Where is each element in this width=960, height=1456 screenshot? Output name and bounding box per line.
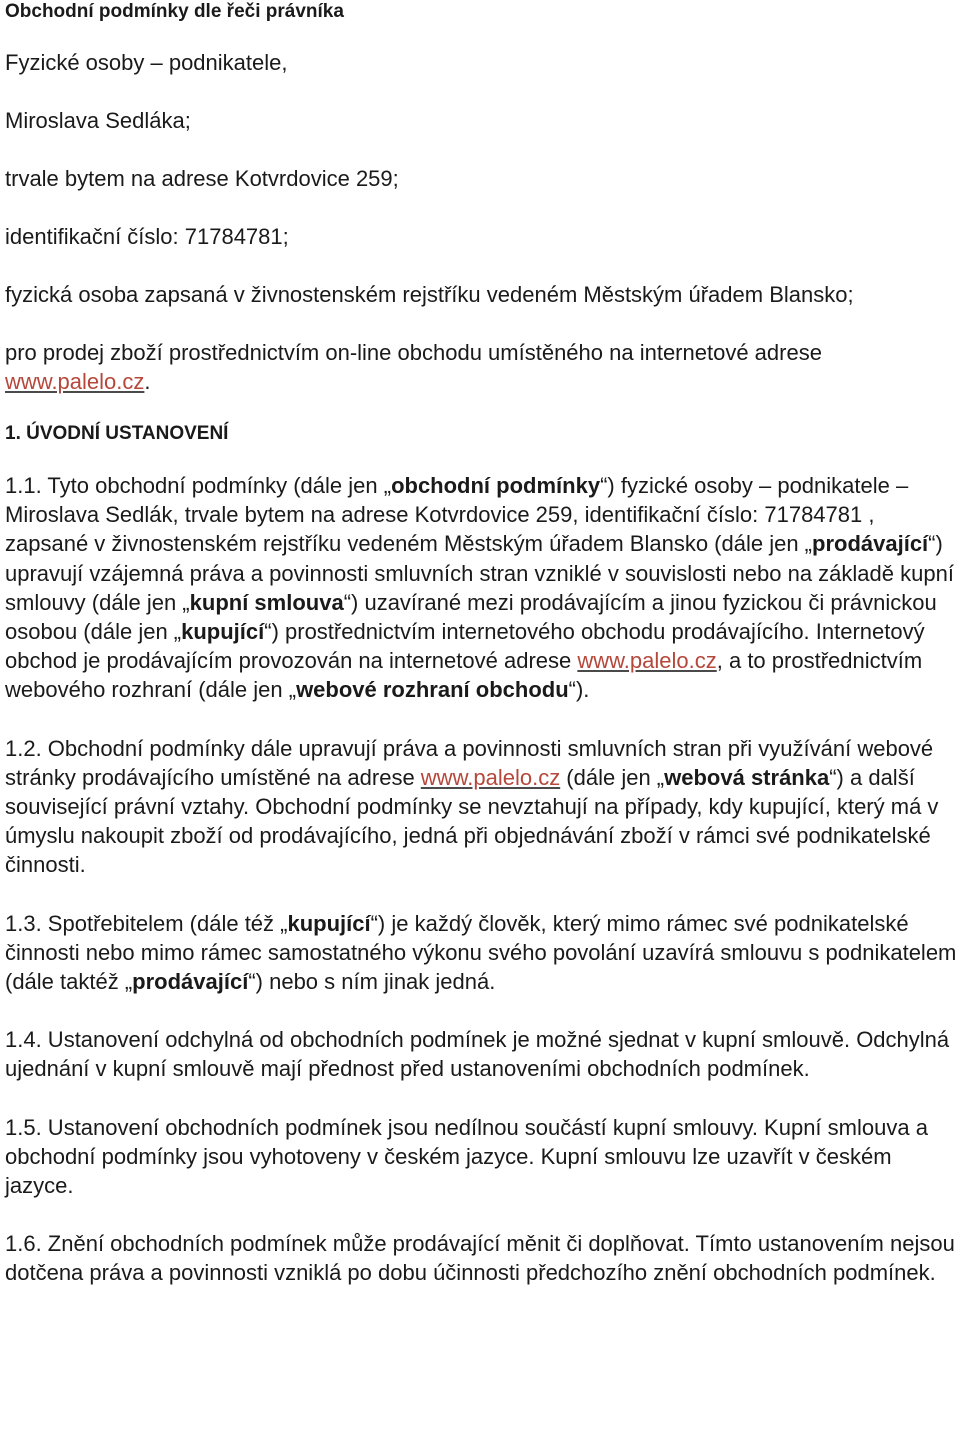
term-prodavajici: prodávající — [812, 531, 929, 557]
shop-url-link[interactable]: www.palelo.cz — [577, 648, 717, 674]
term-webove-rozhrani: webové rozhraní obchodu — [296, 677, 569, 703]
document-page — [5, 0, 960, 1288]
paragraph-text: “) je každý člověk, který mimo rámec své podnikatelské činnosti nebo mimo rámec samostatného výkonu svého povolání uzavírá smlouvu s podnikatelem (dále taktéž „ — [5, 910, 957, 995]
seller-line-address: trvale bytem na adrese Kotvrdovice 259; — [5, 166, 399, 191]
paragraph-text: “) fyzické osoby – podnikatele – Miroslava Sedlák, trvale bytem na adrese Kotvrdovice 259, identifikační číslo: 71784781 , zapsané v živnostenském rejstříku vedeném Městským úřadem Blansko (dále jen „ — [5, 473, 909, 557]
paragraph-text: “) uzavírané mezi prodávajícím a jinou fyzickou či právnickou osobou (dále jen „ — [5, 589, 937, 645]
section-heading: 1. ÚVODNÍ USTANOVENÍ — [5, 423, 229, 444]
paragraph-text: “) prostřednictvím internetového obchodu prodávajícího. Internetový obchod je prodávajícím provozován na internetové adrese — [5, 619, 925, 674]
paragraph-text: 1.2. Obchodní podmínky dále upravují práva a povinnosti smluvních stran při využívání webové stránky prodávajícího umístěné na adrese — [5, 735, 934, 790]
paragraph-1-5: 1.5. Ustanovení obchodních podmínek jsou nedílnou součástí kupní smlouvy. Kupní smlouva a obchodní podmínky jsou vyhotoveny v českém jazyce. Kupní smlouvu lze uzavřít v českém jazyce. — [5, 1114, 928, 1199]
paragraph-text: “) nebo s ním jinak jedná. — [248, 969, 496, 995]
seller-line-name: Miroslava Sedláka; — [5, 108, 191, 133]
paragraph-text: “) upravují vzájemná práva a povinnosti smluvních stran vzniklé v souvislosti nebo na základě kupní smlouvy (dále jen „ — [5, 531, 954, 615]
term-prodavajici: prodávající — [132, 969, 249, 995]
paragraph-1-1 — [5, 471, 960, 705]
term-kupni-smlouva: kupní smlouva — [189, 589, 344, 615]
seller-line-type: Fyzické osoby – podnikatele, — [5, 50, 288, 75]
paragraph-1-3 — [5, 909, 960, 997]
paragraph-text: “). — [568, 677, 590, 703]
paragraph-1-4: 1.4. Ustanovení odchylná od obchodních podmínek je možné sjednat v kupní smlouvě. Odchylná ujednání v kupní smlouvě mají přednost před ustanoveními obchodních podmínek. — [5, 1027, 950, 1082]
paragraph-text: 1.3. Spotřebitelem (dále též „ — [5, 910, 288, 936]
sales-text-end: . — [144, 369, 151, 394]
paragraph-text: (dále jen „ — [560, 764, 665, 790]
document-title: Obchodní podmínky dle řeči právníka — [5, 1, 344, 22]
sales-text: pro prodej zboží prostřednictvím on-line obchodu umístěného na internetové adrese — [5, 340, 822, 365]
term-webova-stranka: webová stránka — [664, 764, 830, 790]
paragraph-text: , a to prostřednictvím webového rozhraní (dále jen „ — [5, 648, 923, 703]
seller-line-registry: fyzická osoba zapsaná v živnostenském rejstříku vedeném Městským úřadem Blansko; — [5, 282, 854, 307]
seller-line-id: identifikační číslo: 71784781; — [5, 224, 289, 249]
paragraph-text: 1.1. Tyto obchodní podmínky (dále jen „ — [5, 473, 392, 498]
term-obchodni-podminky: obchodní podmínky — [391, 473, 601, 498]
paragraph-text: “) a další související právní vztahy. Obchodní podmínky se nevztahují na případy, kdy kupující, který má v úmyslu nakoupit zboží od prodávajícího, jedná při objednávání zboží v rámci své podnikatelské činnosti. — [5, 764, 939, 878]
shop-url-link[interactable]: www.palelo.cz — [420, 764, 561, 790]
shop-url-link[interactable]: www.palelo.cz — [5, 369, 145, 394]
seller-line-sales — [5, 338, 960, 396]
term-kupujici: kupující — [287, 910, 371, 936]
paragraph-1-2 — [5, 734, 960, 880]
term-kupujici: kupující — [181, 619, 265, 645]
paragraph-1-6: 1.6. Znění obchodních podmínek může prodávající měnit či doplňovat. Tímto ustanovením nejsou dotčena práva a povinnosti vzniklá po dobu účinnosti předchozího znění obchodních podmínek. — [5, 1231, 955, 1286]
